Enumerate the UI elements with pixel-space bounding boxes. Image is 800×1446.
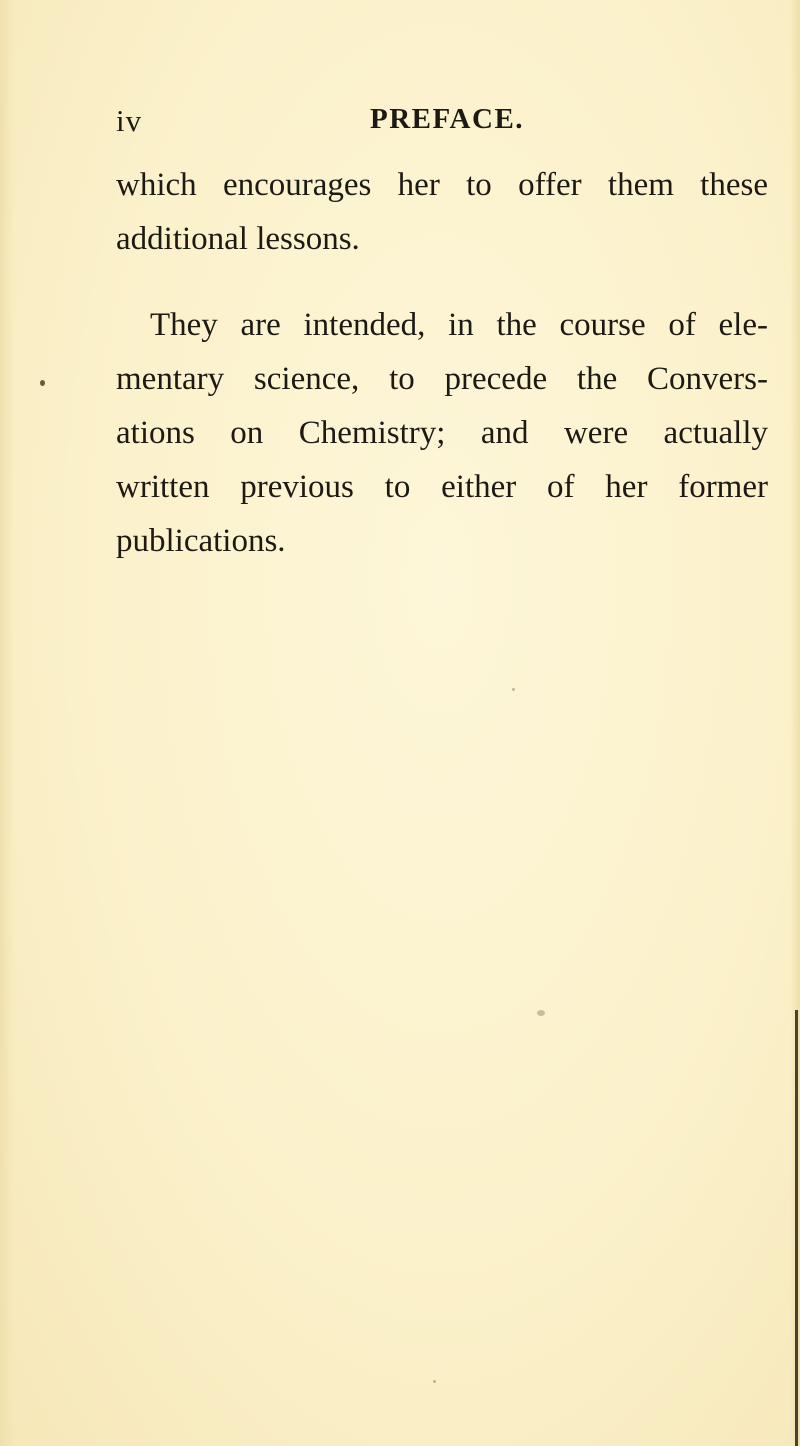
paper-speck [512, 688, 515, 691]
paper-speck [537, 1010, 545, 1016]
text-line: mentary science, to precede the Convers- [116, 361, 768, 397]
paragraph [116, 298, 768, 568]
text-line: ations on Chemistry; and were actually [116, 415, 768, 451]
text-line: which encourages her to offer them these [116, 167, 768, 203]
text-line: They are intended, in the course of ele- [150, 307, 768, 343]
page-edge-line [795, 1010, 798, 1446]
paper-speck [433, 1380, 436, 1383]
page-number: iv [116, 103, 143, 138]
running-head: PREFACE. [370, 103, 525, 135]
text-line: publications. [116, 523, 286, 559]
page-gutter-shadow [0, 0, 14, 1446]
body-text [116, 158, 768, 568]
page-header [116, 103, 766, 143]
text-line: additional lessons. [116, 221, 360, 257]
paper-speck [40, 380, 45, 386]
paragraph [116, 158, 768, 266]
text-line: written previous to either of her former [116, 469, 768, 505]
